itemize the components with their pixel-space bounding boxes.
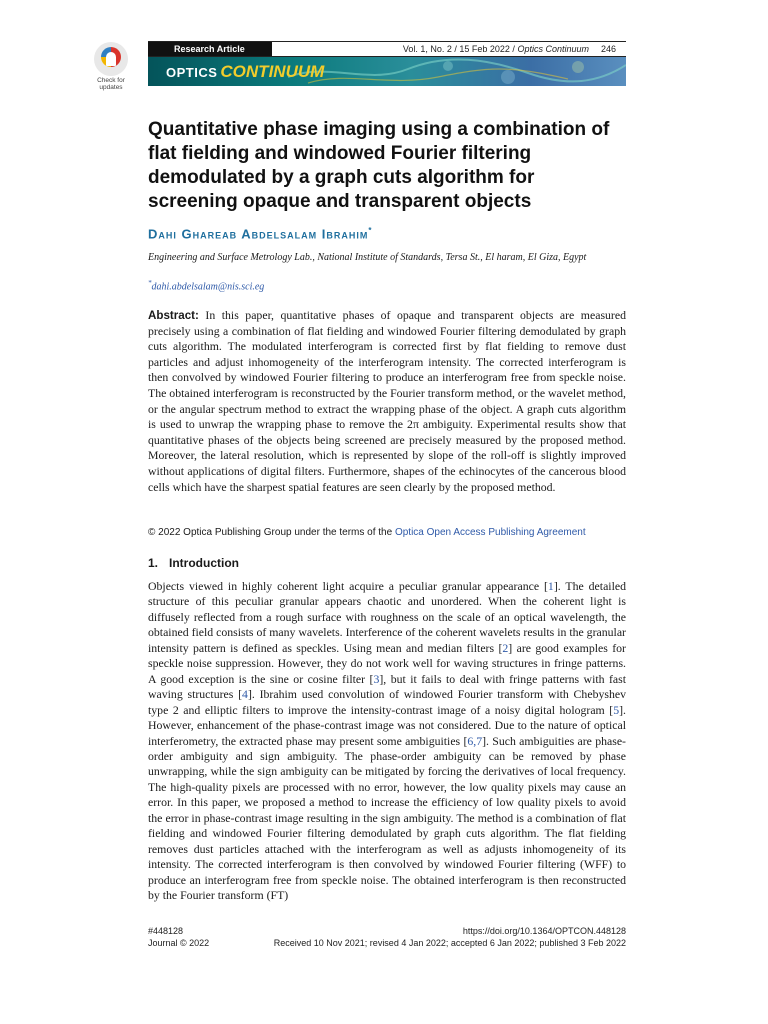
abstract-text: In this paper, quantitative phases of opaque and transparent objects are measured precisely using a combination of flat fielding and windowed Fourier filtering demodulated by graph cuts algorithm. The modulated interferogram is corrected first by flat fielding to remove dust particles and adjust inhomogeneity of the interferogram intensity. The corrected interferogram is then convolved by windowed Fourier filtering to produce an interferogram free from speckle noise. The obtained interferogram is reconstructed by the Fourier transform method, or the wavelet method, or the angular spectrum method to extract the wrapping phase of the object. A graph cuts algorithm is used to unwrap the wrapping phase to remove the 2π ambiguity. Experimental results show that quantitative phases of the objects being screened are precisely measured by the proposed method. Moreover, the lateral resolution, which is represented by slope of the roll-off is slightly improved without applications of digital filters. Furthermore, shapes of the echinocytes of the cancerous blood cells which have the sharpest spatial features are seen clearly by the proposed method. xyxy=(148,308,626,494)
copyright-line xyxy=(148,527,586,538)
article-id: #448128 xyxy=(148,926,184,936)
section-heading xyxy=(148,556,239,570)
intro-text: ], but it fails to deal with fringe patterns with fast waving structures [ xyxy=(148,671,626,702)
author-line xyxy=(148,226,371,241)
publication-dates: Received 10 Nov 2021; revised 4 Jan 2022; accepted 6 Jan 2022; published 3 Feb 2022 xyxy=(273,938,626,948)
banner-logo-text xyxy=(166,62,324,82)
volume-info xyxy=(403,42,616,56)
doi-link[interactable]: https://doi.org/10.1364/OPTCON.448128 xyxy=(462,926,626,936)
banner-word-optics: OPTICS xyxy=(166,65,218,80)
banner-word-continuum: CONTINUUM xyxy=(220,62,325,81)
journal-copyright: Journal © 2022 xyxy=(148,938,210,948)
intro-text: Objects viewed in highly coherent light acquire a peculiar granular appearance [ xyxy=(148,579,548,593)
check-for-updates-badge[interactable] xyxy=(92,42,130,92)
author-mark: * xyxy=(368,226,372,235)
intro-text: ]. Such ambiguities are phase-order ambiguity and sign ambiguity. The phase-order ambiguity can be removed by phase unwrapping, while the sign ambiguity can be mitigated by forcing the derivatives of local frequency. The high-quality pixels are processed with no error, however, the low quality pixels may cause an error. In this paper, we proposed a method to increase the efficiency of low quality pixels to avoid the error in phase-contrast image resulting in the sign ambiguity. The method is a combination of flat fielding and windowed Fourier filtering demodulated by graph cuts algorithm. The flat fielding removes dust particles attached with the interferogram as well as adjusts inhomogeneity of its intensity. The corrected interferogram is then convolved by windowed Fourier filtering (WFF) to produce an interferogram free from speckle noise. The obtained interferogram is then reconstructed by the Fourier transform (FT) xyxy=(148,733,626,903)
check-updates-icon xyxy=(94,42,128,76)
citation-link[interactable]: 1 xyxy=(547,579,554,593)
journal-header xyxy=(148,41,626,57)
section-number: 1. xyxy=(148,556,159,570)
introduction-paragraph xyxy=(148,579,626,904)
intro-text: ] are good examples for speckle noise suppression. However, they do not work well for waving structures in fringe patterns. A good exception is the sine or cosine filter [ xyxy=(148,640,626,686)
copyright-text: © 2022 Optica Publishing Group under the terms of the xyxy=(148,527,395,538)
open-access-agreement-link[interactable]: Optica Open Access Publishing Agreement xyxy=(394,527,586,538)
journal-name: Optics Continuum xyxy=(517,44,589,54)
affiliation: Engineering and Surface Metrology Lab., National Institute of Standards, Tersa St., El haram, El Giza, Egypt xyxy=(148,252,587,263)
abstract xyxy=(148,308,626,495)
section-title: Introduction xyxy=(169,556,239,570)
abstract-label: Abstract: xyxy=(148,309,199,322)
check-updates-label: Check for updates xyxy=(97,77,125,91)
citation-link[interactable]: 3 xyxy=(373,671,380,686)
paper-title: Quantitative phase imaging using a combination of flat fielding and windowed Fourier filtering demodulated by a graph cuts algorithm for screening opaque and transparent objects xyxy=(148,119,610,212)
citation-link[interactable]: 6,7 xyxy=(467,733,483,748)
citation-link[interactable]: 4 xyxy=(242,687,248,702)
intro-text: ]. The detailed structure of this peculiar granular appears chaotic and unordered. When the coherent light is diffusely reflected from a rough surface with roughness on the scale of an optical wavelength, the obtained field consists of many wavelets. Interference of the coherent wavelets results in the granular intensity pattern is defined as speckles. Using mean and median filters [ xyxy=(148,579,626,655)
article-type-label: Research Article xyxy=(148,42,272,56)
email-address[interactable]: dahi.abdelsalam@nis.sci.eg xyxy=(151,281,265,293)
footer-left xyxy=(148,925,209,949)
intro-text: ]. Ibrahim used convolution of windowed Fourier transform with Chebyshev type 2 and elliptic filters to improve the intensity-contrast image of a noisy digital hologram [ xyxy=(148,687,626,717)
author-name[interactable]: Dahi Ghareab Abdelsalam Ibrahim xyxy=(148,226,369,242)
footer-right xyxy=(274,925,626,949)
page-number: 246 xyxy=(600,44,616,54)
corresponding-email[interactable] xyxy=(148,279,264,292)
citation-link[interactable]: 5 xyxy=(613,702,620,717)
citation-link[interactable]: 2 xyxy=(502,640,509,655)
intro-text: ]. However, enhancement of the phase-contrast image was not considered. Due to the nature of optical interferometry, the extracted phase may present some ambiguities [ xyxy=(148,702,626,748)
volume-text: Vol. 1, No. 2 / 15 Feb 2022 / xyxy=(402,44,518,54)
email-mark: * xyxy=(148,279,152,287)
journal-banner xyxy=(148,57,626,86)
